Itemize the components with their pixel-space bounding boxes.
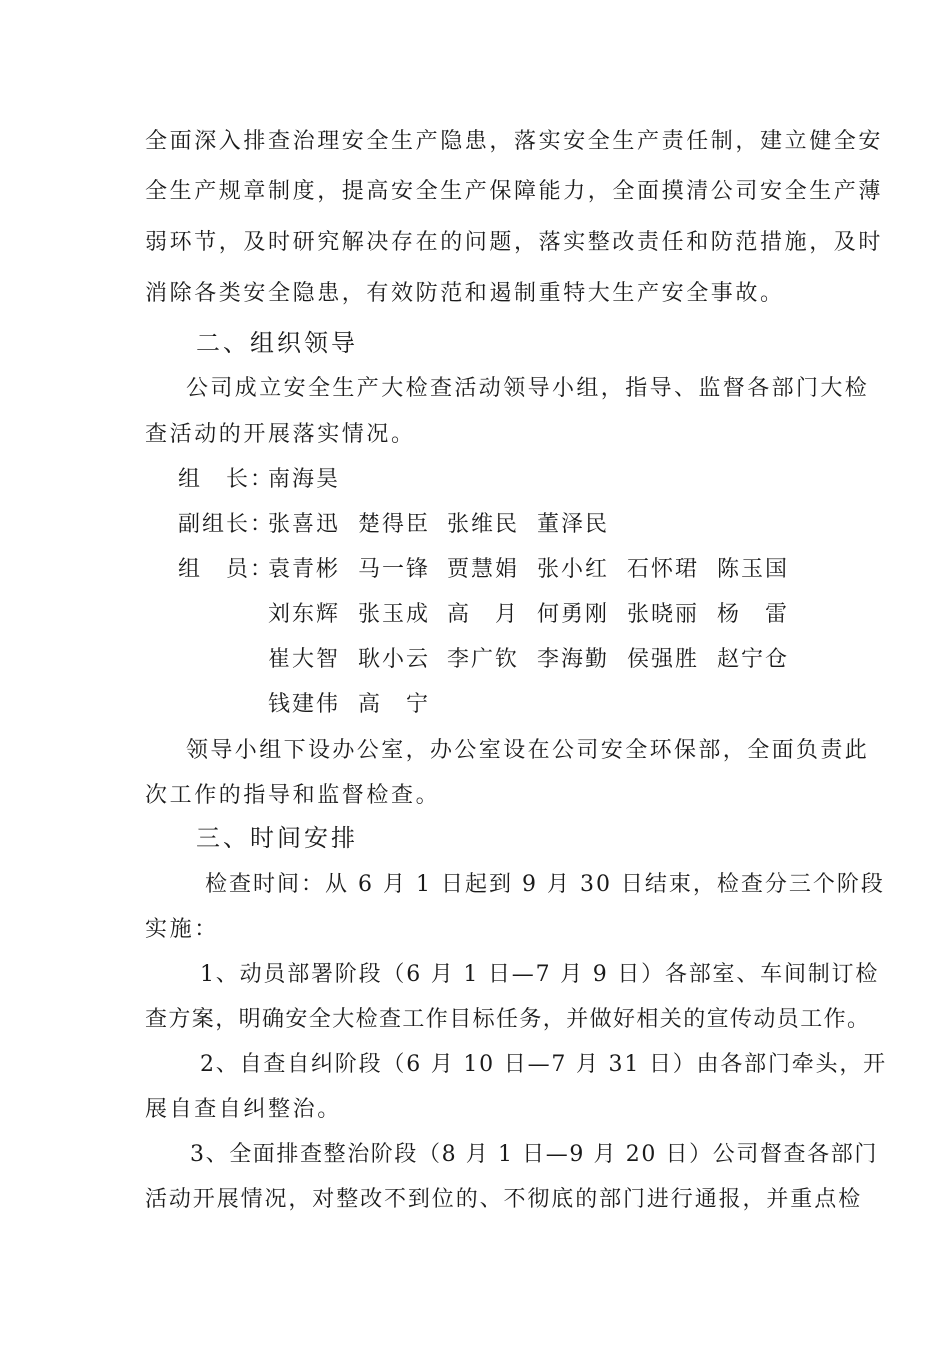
stage1-line-2: 查方案，明确安全大检查工作目标任务，并做好相关的宣传动员工作。 xyxy=(145,1007,871,1032)
member-name: 高 宁 xyxy=(358,692,431,717)
member-name: 耿小云 xyxy=(358,647,431,672)
section2-para-line-1: 公司成立安全生产大检查活动领导小组，指导、监督各部门大检 xyxy=(186,376,870,401)
stage3-line-1: 3、全面排查整治阶段（8 月 1 日—9 月 20 日）公司督查各部门 xyxy=(190,1142,878,1167)
member-name: 马一锋 xyxy=(358,557,431,582)
deputy-label: 副组长： xyxy=(178,512,275,537)
office-line-2: 次工作的指导和监督检查。 xyxy=(145,783,441,808)
section2-para-line-2: 查活动的开展落实情况。 xyxy=(145,422,416,447)
deputy-name: 张喜迅 xyxy=(268,512,341,537)
intro-line-4: 消除各类安全隐患，有效防范和遏制重特大生产安全事故。 xyxy=(145,281,785,306)
member-name: 张小红 xyxy=(537,557,610,582)
member-name: 袁青彬 xyxy=(268,557,341,582)
intro-line-2: 全生产规章制度，提高安全生产保障能力，全面摸清公司安全生产薄 xyxy=(145,179,884,204)
member-name: 侯强胜 xyxy=(627,647,700,672)
members-label: 组 员： xyxy=(178,557,275,582)
deputy-name: 楚得臣 xyxy=(358,512,431,537)
office-line-1: 领导小组下设办公室，办公室设在公司安全环保部，全面负责此 xyxy=(186,738,870,763)
member-name: 何勇刚 xyxy=(537,602,610,627)
member-name: 张晓丽 xyxy=(627,602,700,627)
stage2-line-2: 展自查自纠整治。 xyxy=(145,1097,342,1122)
deputy-name: 董泽民 xyxy=(537,512,610,537)
intro-line-3: 弱环节，及时研究解决存在的问题，落实整改责任和防范措施，及时 xyxy=(145,230,884,255)
period-line-2: 实施： xyxy=(145,917,219,942)
member-name: 高 月 xyxy=(447,602,520,627)
stage3-line-2: 活动开展情况，对整改不到位的、不彻底的部门进行通报，并重点检 xyxy=(145,1187,863,1212)
member-name: 赵宁仓 xyxy=(717,647,790,672)
stage2-line-1: 2、自查自纠阶段（6 月 10 日—7 月 31 日）由各部门牵头，开 xyxy=(200,1052,887,1077)
member-name: 李广钦 xyxy=(447,647,520,672)
deputy-name: 张维民 xyxy=(447,512,520,537)
member-name: 石怀珺 xyxy=(627,557,700,582)
member-name: 刘东辉 xyxy=(268,602,341,627)
period-line-1: 检查时间：从 6 月 1 日起到 9 月 30 日结束，检查分三个阶段 xyxy=(205,872,885,897)
section2-heading: 二、组织领导 xyxy=(196,329,358,357)
member-name: 张玉成 xyxy=(358,602,431,627)
section3-heading: 三、时间安排 xyxy=(196,824,358,852)
member-name: 李海勤 xyxy=(537,647,610,672)
stage1-line-1: 1、动员部署阶段（6 月 1 日—7 月 9 日）各部室、车间制订检 xyxy=(200,962,880,987)
member-name: 陈玉国 xyxy=(717,557,790,582)
member-name: 钱建伟 xyxy=(268,692,341,717)
leader-label: 组 长： xyxy=(178,467,275,492)
member-name: 杨 雷 xyxy=(717,602,790,627)
member-name: 崔大智 xyxy=(268,647,341,672)
member-name: 贾慧娟 xyxy=(447,557,520,582)
leader-name: 南海昊 xyxy=(268,467,341,492)
intro-line-1: 全面深入排查治理安全生产隐患，落实安全生产责任制，建立健全安 xyxy=(145,129,884,154)
